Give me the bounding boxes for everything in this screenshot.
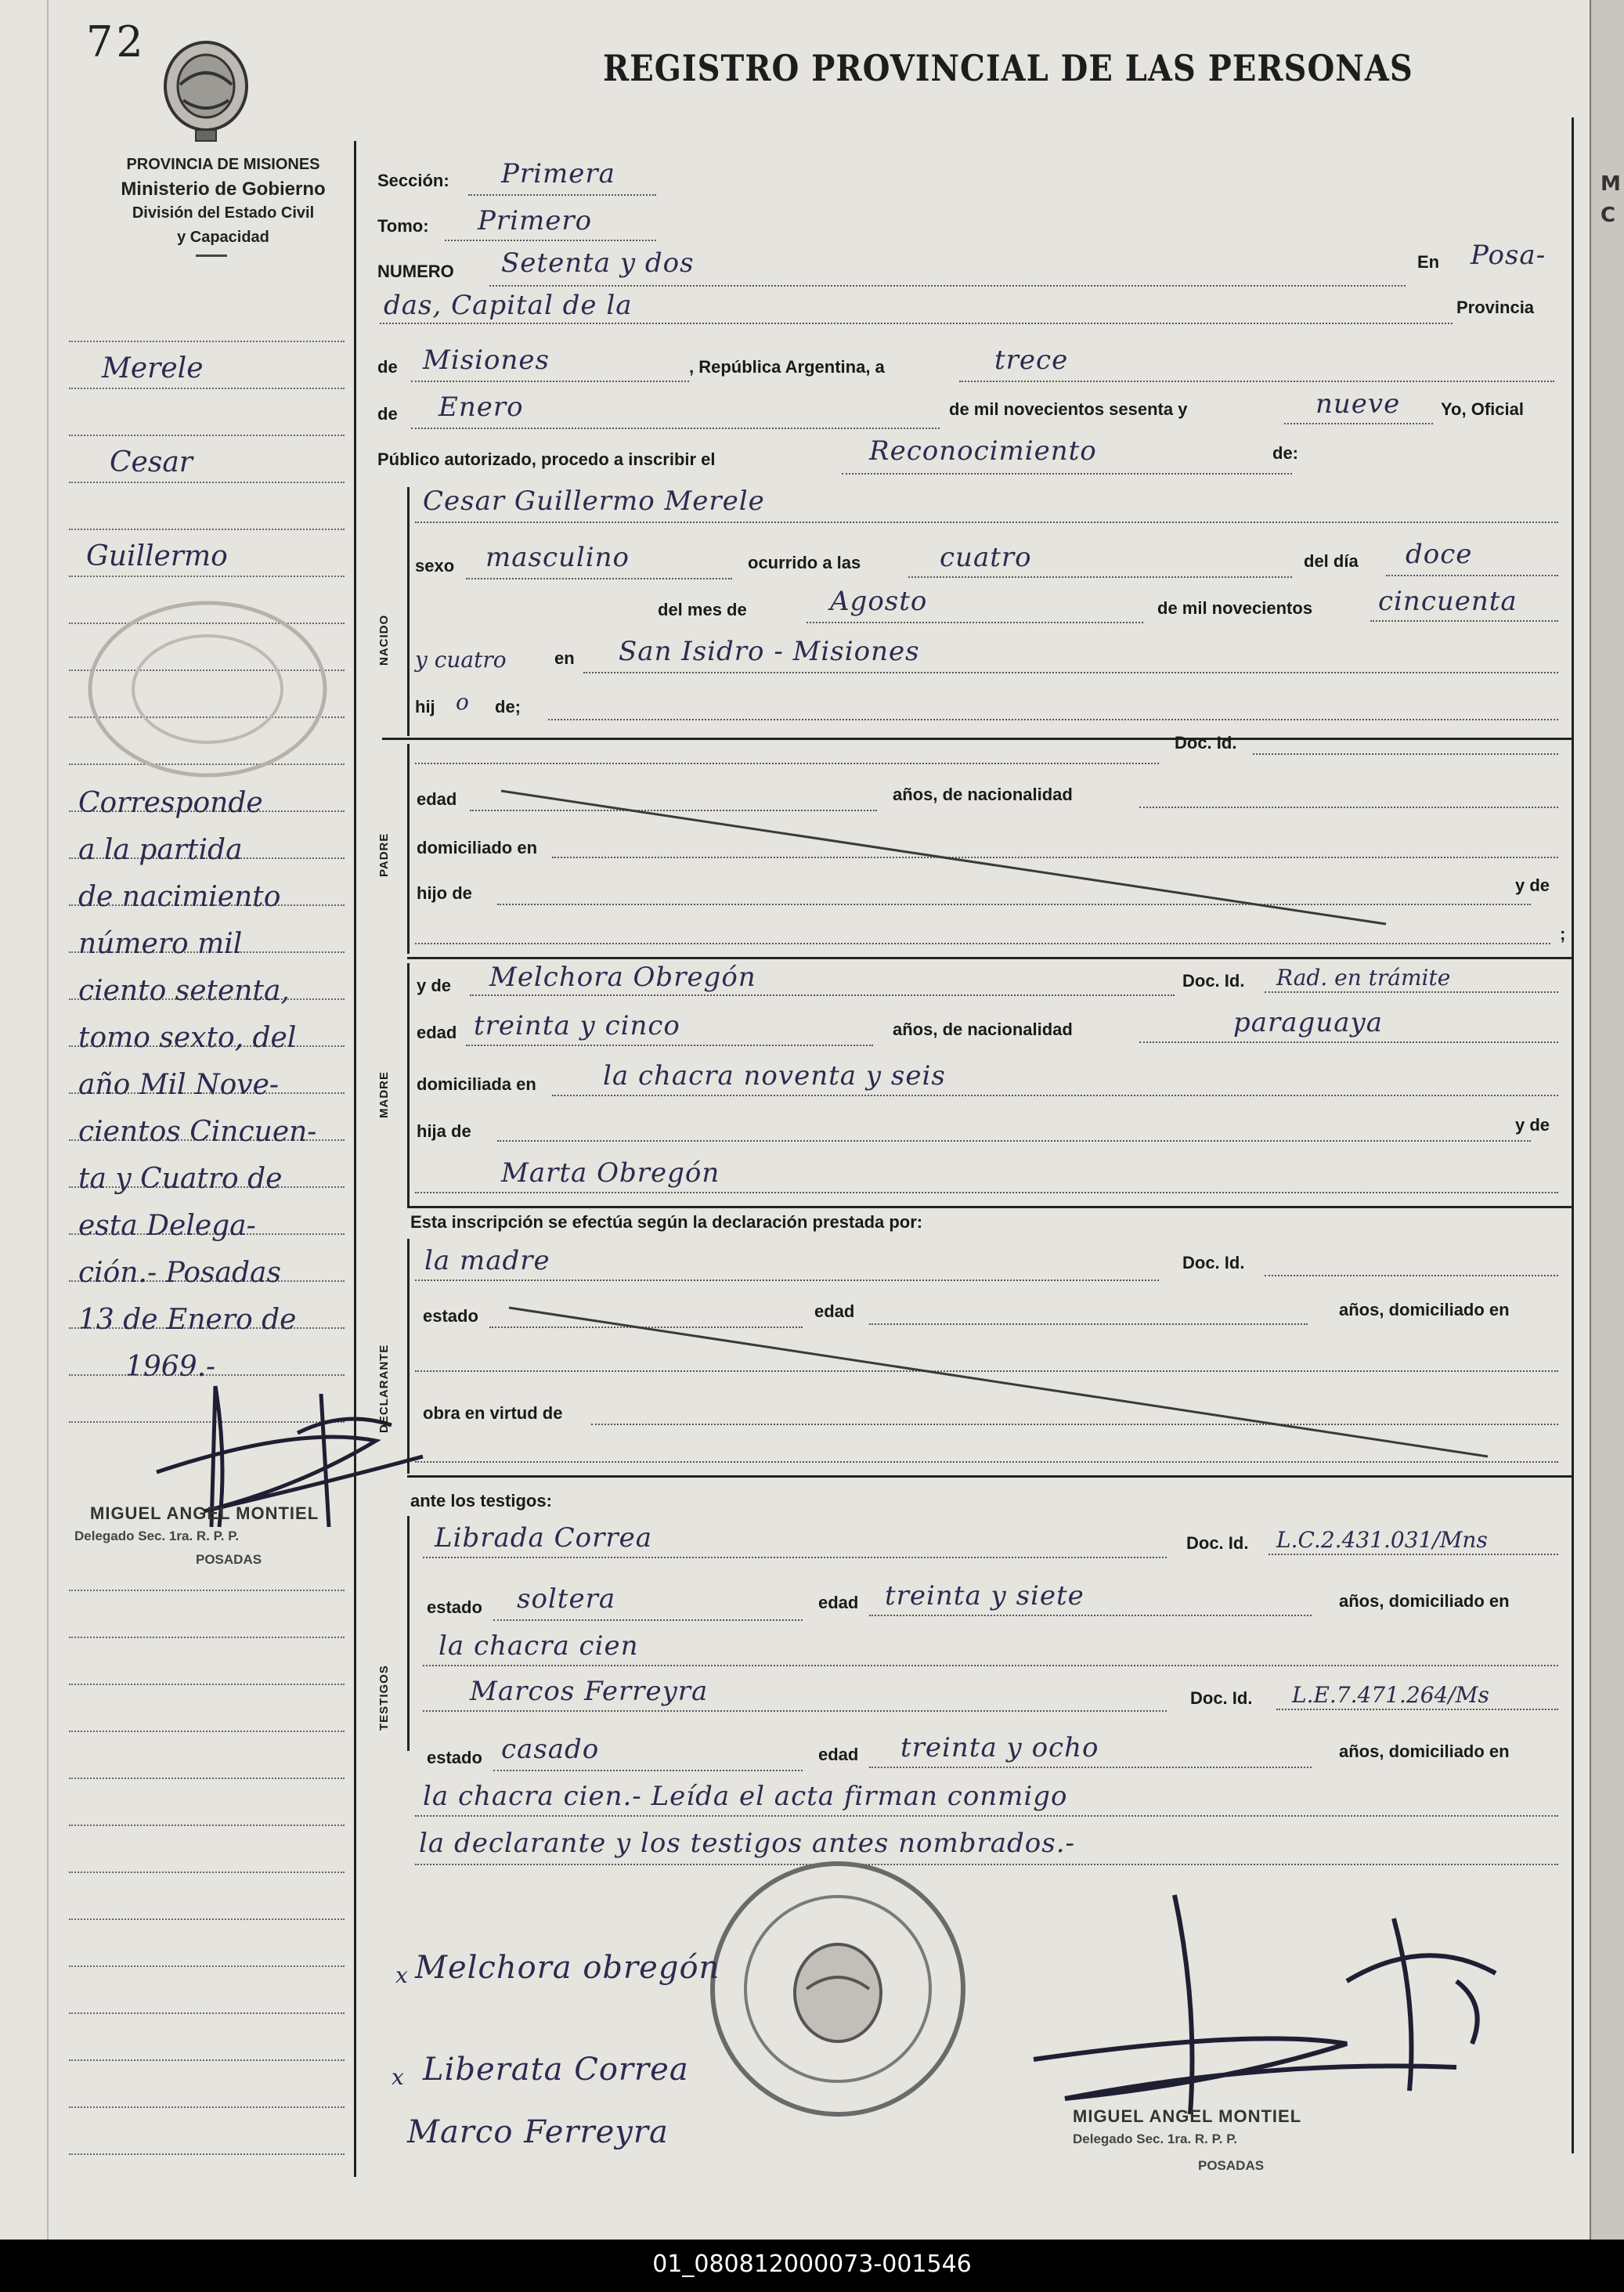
declarante-obra-label: obra en virtud de [423, 1403, 563, 1423]
declarante-bottom-rule [407, 1475, 1572, 1478]
madre-nombre-line [470, 994, 1175, 996]
testigos-section-label: TESTIGOS [377, 1665, 391, 1731]
madre-yde2-label: y de [1515, 1115, 1550, 1135]
testigo2-nombre-line [423, 1710, 1167, 1712]
declarante-docid-line [1265, 1275, 1558, 1276]
official-stamp-city: POSADAS [1198, 2158, 1265, 2173]
closing-line: la declarante y los testigos antes nombrados.- [419, 1828, 1075, 1859]
hora-line [908, 576, 1292, 578]
margin-stamp-name: MIGUEL ANGEL MONTIEL [90, 1503, 319, 1523]
margin-line-13: esta Delega- [78, 1210, 256, 1242]
testigo2-estado-value: casado [501, 1734, 600, 1765]
padre-yde-label: y de [1515, 875, 1550, 895]
testigo1-edad-value: treinta y siete [885, 1580, 1084, 1612]
anio-nac-value: cincuenta [1378, 586, 1518, 617]
dia-nac-line [1386, 575, 1558, 576]
tomo-value: Primero [478, 205, 593, 236]
seccion-line [468, 194, 656, 196]
inscripcion-label: Esta inscripción se efectúa según la declaración prestada por: [410, 1212, 923, 1232]
en-label: En [1417, 252, 1440, 272]
lugar-line [583, 672, 1558, 673]
ministry-line-3: División del Estado Civil [132, 204, 315, 222]
mark-1: x [395, 1962, 408, 1988]
milnov-label: de mil novecientos [1157, 598, 1313, 618]
nacido-nombre: Cesar Guillermo Merele [423, 485, 765, 517]
provincia-label: Provincia [1456, 298, 1535, 317]
madre-docid-value: Rad. en trámite [1276, 965, 1451, 991]
seccion-value: Primera [501, 158, 615, 189]
madre-nacionalidad-line [1139, 1041, 1558, 1043]
ministry-block [94, 153, 352, 250]
mes-line [411, 428, 940, 429]
signature-2: Liberata Correa [423, 2052, 689, 2088]
lugar-value: San Isidro - Misiones [619, 636, 920, 667]
testigo2-edad-line [869, 1767, 1312, 1768]
numero-line [489, 285, 1406, 287]
en-nac-label: en [554, 648, 575, 668]
ministry-divider [196, 254, 227, 257]
dia-value: trece [994, 345, 1069, 376]
margin-line-3: Guillermo [86, 540, 228, 572]
testigo2-docid-line [1276, 1709, 1558, 1710]
declarante-rule [407, 1239, 410, 1474]
dia-nac-value: doce [1406, 539, 1473, 570]
testigo1-estado-value: soltera [517, 1583, 616, 1615]
yo-label: Yo, Oficial [1441, 399, 1524, 419]
padre-domiciliado-label: domiciliado en [417, 838, 538, 857]
republica-label: , República Argentina, a [689, 357, 885, 377]
madre-nombre: Melchora Obregón [489, 962, 756, 993]
margin-line-5: a la partida [78, 834, 243, 866]
acto-value: Reconocimiento [869, 435, 1097, 467]
sexo-label: sexo [415, 556, 455, 576]
padre-hijo-label: hijo de [417, 883, 472, 903]
form-right-border [1572, 117, 1574, 2153]
anio-nac-value-2: y cuatro [415, 647, 507, 673]
binding-edge [47, 0, 49, 2240]
official-signature [1018, 1887, 1519, 2122]
adjacent-page-edge [1590, 0, 1624, 2240]
official-stamp-role: Delegado Sec. 1ra. R. P. P. [1073, 2131, 1238, 2146]
de-label-3: de: [1272, 443, 1298, 463]
declarante-estado-label: estado [423, 1306, 478, 1326]
margin-divider [354, 141, 356, 2177]
madre-rule [407, 963, 410, 1206]
testigo2-domicilio: la chacra cien.- Leída el acta firman conmigo [423, 1781, 1068, 1812]
madre-domiciliada-label: domiciliada en [417, 1074, 536, 1094]
testigo2-domicilio-line [415, 1815, 1558, 1817]
madre-docid-line [1265, 991, 1558, 993]
margin-line-15: 13 de Enero de [78, 1304, 297, 1336]
madre-edad-line [466, 1045, 873, 1046]
padre-nombre-line [415, 763, 1159, 764]
mark-2: x [392, 2064, 404, 2090]
testigo2-docid-label: Doc. Id. [1190, 1688, 1253, 1708]
en-value: Posa- [1471, 240, 1546, 271]
deldia-label: del día [1304, 551, 1359, 571]
padre-semicolon: ; [1560, 924, 1566, 944]
scan-footer [0, 2240, 1624, 2292]
madre-edad-label: edad [417, 1023, 457, 1042]
declarante-nombre-line [415, 1280, 1159, 1281]
hij-label: hij [415, 697, 435, 716]
padre-void-stroke [501, 783, 1394, 932]
publico-label: Público autorizado, procedo a inscribir el [377, 449, 716, 469]
margin-line-10: año Mil Nove- [78, 1069, 280, 1101]
closing-line-rule [415, 1864, 1558, 1865]
margin-line-12: ta y Cuatro de [78, 1163, 283, 1195]
faded-seal-icon [82, 595, 333, 783]
padre-yde-line [415, 943, 1550, 944]
hij-line [548, 719, 1558, 720]
registry-seal-icon [705, 1856, 971, 2122]
declarante-section-label: DECLARANTE [377, 1344, 391, 1433]
sexo-line [466, 578, 732, 579]
padre-section-label: PADRE [377, 832, 391, 877]
declarante-void-stroke [509, 1300, 1496, 1464]
nacido-rule [407, 487, 410, 736]
nacido-nombre-line [415, 522, 1558, 523]
testigo1-docid-line [1269, 1554, 1558, 1555]
tomo-label: Tomo: [377, 216, 429, 236]
document-title: REGISTRO PROVINCIAL DE LAS PERSONAS [603, 47, 1413, 90]
madre-anios-label: años, de nacionalidad [893, 1020, 1073, 1039]
madre-domicilio-line [552, 1095, 1558, 1096]
madre-edad-value: treinta y cinco [474, 1010, 680, 1041]
madre-bottom-rule [407, 1206, 1572, 1208]
coat-of-arms-icon [157, 38, 255, 147]
tomo-line [445, 240, 656, 241]
testigo1-anios-label: años, domiciliado en [1339, 1591, 1510, 1611]
page-number: 72 [86, 17, 146, 67]
testigo1-domicilio-line [423, 1665, 1558, 1666]
madre-domicilio-value: la chacra noventa y seis [603, 1060, 946, 1092]
testigo1-docid-label: Doc. Id. [1186, 1533, 1249, 1553]
anio-line [1284, 423, 1433, 424]
margin-line-9: tomo sexto, del [78, 1022, 297, 1054]
ocurrido-label: ocurrido a las [748, 553, 861, 572]
testigo1-edad-label: edad [818, 1593, 859, 1612]
mes-value: Enero [438, 392, 524, 423]
testigo1-estado-label: estado [427, 1597, 482, 1617]
padre-docid-label: Doc. Id. [1175, 733, 1237, 753]
padre-edad-label: edad [417, 789, 457, 809]
hij-value: o [456, 689, 469, 715]
testigo2-edad-label: edad [818, 1745, 859, 1764]
mil-label: de mil novecientos sesenta y [949, 399, 1188, 419]
madre-yde-label: y de [417, 976, 452, 995]
madre-madre-value: Marta Obregón [501, 1157, 720, 1189]
declarante-nombre: la madre [424, 1245, 550, 1276]
margin-line-8: ciento setenta, [78, 975, 290, 1007]
numero-label: NUMERO [377, 262, 454, 281]
nacido-bottom-rule [382, 738, 1572, 740]
city-line [380, 323, 1453, 324]
testigo2-estado-line [493, 1770, 803, 1771]
testigos-ante-label: ante los testigos: [410, 1491, 552, 1511]
adjacent-letter-2: C [1601, 204, 1616, 227]
margin-stamp-city: POSADAS [196, 1552, 262, 1567]
testigo1-domicilio: la chacra cien [438, 1630, 639, 1662]
margin-line-14: ción.- Posadas [78, 1257, 281, 1289]
madre-hija-line [497, 1140, 1531, 1142]
margin-stamp-role: Delegado Sec. 1ra. R. P. P. [74, 1529, 240, 1543]
anio-value: nueve [1315, 388, 1401, 420]
numero-value: Setenta y dos [501, 247, 695, 279]
delmes-label: del mes de [658, 600, 747, 619]
madre-docid-label: Doc. Id. [1182, 971, 1245, 991]
margin-line-11: cientos Cincuen- [78, 1116, 317, 1148]
testigo2-edad-value: treinta y ocho [900, 1732, 1099, 1763]
dia-line [959, 381, 1554, 382]
mes-nac-line [807, 622, 1143, 623]
testigo1-docid-value: L.C.2.431.031/Mns [1276, 1527, 1488, 1553]
hora-value: cuatro [940, 542, 1032, 573]
official-stamp-name: MIGUEL ANGEL MONTIEL [1073, 2106, 1302, 2126]
padre-anios-label: años, de nacionalidad [893, 785, 1073, 804]
padre-bottom-rule [407, 957, 1572, 959]
margin-line-16: 1969.- [125, 1351, 216, 1383]
declarante-anios-label: años, domiciliado en [1339, 1300, 1510, 1319]
margin-line-4: Corresponde [78, 787, 263, 819]
testigos-rule [407, 1516, 410, 1751]
seccion-label: Sección: [377, 171, 449, 190]
mes-nac-value: Agosto [830, 586, 928, 617]
testigo2-nombre: Marcos Ferreyra [470, 1676, 709, 1707]
signature-1: Melchora obregón [415, 1950, 720, 1986]
provincia-line [411, 381, 689, 382]
madre-nacionalidad-value: paraguaya [1233, 1007, 1383, 1038]
madre-section-label: MADRE [377, 1071, 391, 1118]
de-label-1: de [377, 357, 398, 377]
anio-nac-line [1370, 620, 1558, 622]
nacido-section-label: NACIDO [377, 614, 391, 666]
testigo1-estado-line [493, 1619, 803, 1621]
provincia-value: Misiones [423, 345, 550, 376]
declarante-docid-label: Doc. Id. [1182, 1253, 1245, 1272]
madre-hija-label: hija de [417, 1121, 471, 1141]
acto-line [842, 473, 1292, 475]
footer-id: 01_080812000073-001546 [652, 2250, 972, 2278]
sexo-value: masculino [485, 542, 630, 573]
city-value: das, Capital de la [384, 290, 633, 321]
testigo2-anios-label: años, domiciliado en [1339, 1742, 1510, 1761]
testigo2-docid-value: L.E.7.471.264/Ms [1292, 1682, 1489, 1708]
ministry-line-1: PROVINCIA DE MISIONES [126, 156, 320, 173]
margin-line-2: Cesar [110, 446, 193, 478]
margin-line-7: número mil [78, 928, 243, 960]
padre-rule [407, 744, 410, 954]
margin-line-6: de nacimiento [78, 881, 281, 913]
de-nac-label: de; [495, 697, 521, 716]
testigo2-estado-label: estado [427, 1748, 482, 1767]
margin-line-1: Merele [102, 352, 204, 384]
signature-3: Marco Ferreyra [407, 2114, 669, 2150]
adjacent-letter-1: M [1601, 172, 1621, 196]
testigo1-nombre: Librada Correa [435, 1522, 652, 1554]
padre-docid-line [1253, 753, 1558, 755]
de-label-2: de [377, 404, 398, 424]
ministry-line-4: y Capacidad [177, 229, 269, 246]
ministry-line-2: Ministerio de Gobierno [121, 179, 326, 200]
madre-madre-line [415, 1192, 1558, 1193]
testigo1-edad-line [869, 1615, 1312, 1616]
declarante-edad-label: edad [814, 1301, 855, 1321]
testigo1-nombre-line [423, 1557, 1167, 1558]
